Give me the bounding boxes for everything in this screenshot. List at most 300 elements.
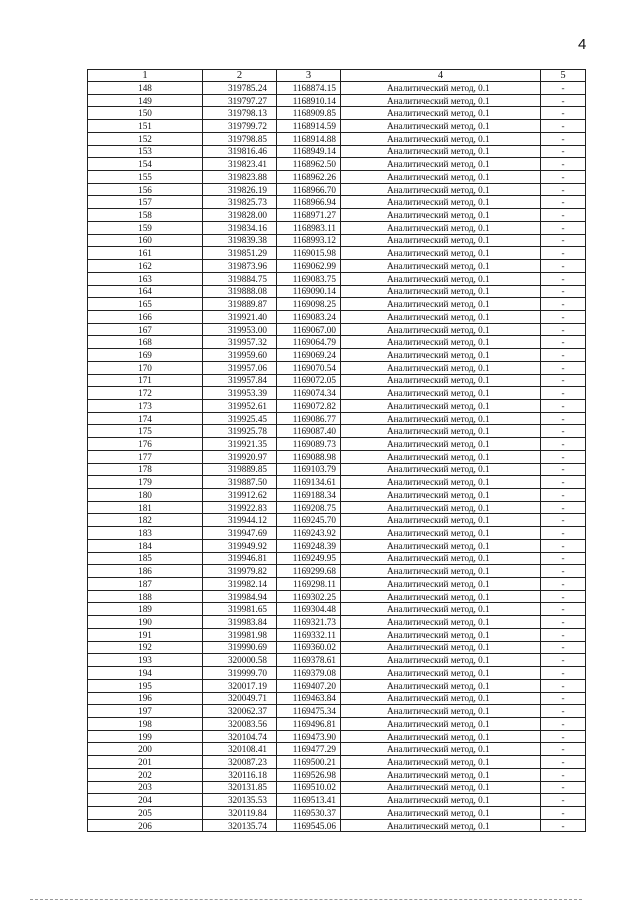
cell-x-coordinate: 320119.84: [203, 806, 277, 819]
table-row: [88, 196, 586, 209]
cell-x-coordinate: 319983.84: [203, 616, 277, 629]
cell-point-number: 156: [88, 183, 203, 196]
cell-point-number: 175: [88, 425, 203, 438]
cell-x-coordinate: 320108.41: [203, 743, 277, 756]
cell-y-coordinate: 1168914.88: [277, 132, 341, 145]
cell-description: -: [541, 107, 586, 120]
cell-x-coordinate: 319839.38: [203, 234, 277, 247]
cell-point-number: 158: [88, 209, 203, 222]
cell-x-coordinate: 319828.00: [203, 209, 277, 222]
table-row: [88, 463, 586, 476]
cell-description: -: [541, 272, 586, 285]
cell-description: -: [541, 539, 586, 552]
table-row: [88, 781, 586, 794]
table-row: [88, 107, 586, 120]
cell-x-coordinate: 319889.87: [203, 298, 277, 311]
cell-description: -: [541, 425, 586, 438]
cell-point-number: 190: [88, 616, 203, 629]
cell-x-coordinate: 320135.74: [203, 819, 277, 832]
cell-x-coordinate: 319785.24: [203, 82, 277, 95]
cell-method: Аналитический метод, 0.1: [341, 132, 541, 145]
cell-y-coordinate: 1169074.34: [277, 387, 341, 400]
cell-y-coordinate: 1168914.59: [277, 120, 341, 133]
cell-method: Аналитический метод, 0.1: [341, 756, 541, 769]
cell-point-number: 153: [88, 145, 203, 158]
cell-method: Аналитический метод, 0.1: [341, 285, 541, 298]
cell-method: Аналитический метод, 0.1: [341, 82, 541, 95]
cell-method: Аналитический метод, 0.1: [341, 730, 541, 743]
cell-description: -: [541, 717, 586, 730]
cell-description: -: [541, 183, 586, 196]
cell-method: Аналитический метод, 0.1: [341, 221, 541, 234]
cell-description: -: [541, 501, 586, 514]
cell-point-number: 150: [88, 107, 203, 120]
cell-x-coordinate: 319946.81: [203, 552, 277, 565]
cell-description: -: [541, 374, 586, 387]
cell-method: Аналитический метод, 0.1: [341, 374, 541, 387]
cell-point-number: 171: [88, 374, 203, 387]
cell-point-number: 205: [88, 806, 203, 819]
cell-method: Аналитический метод, 0.1: [341, 349, 541, 362]
table-row: [88, 476, 586, 489]
table-row: [88, 679, 586, 692]
table-row: [88, 667, 586, 680]
cell-method: Аналитический метод, 0.1: [341, 463, 541, 476]
cell-x-coordinate: 319925.78: [203, 425, 277, 438]
cell-point-number: 148: [88, 82, 203, 95]
cell-description: -: [541, 565, 586, 578]
table-row: [88, 756, 586, 769]
cell-y-coordinate: 1169302.25: [277, 590, 341, 603]
cell-description: -: [541, 349, 586, 362]
cell-point-number: 176: [88, 438, 203, 451]
table-row: [88, 768, 586, 781]
cell-y-coordinate: 1169208.75: [277, 501, 341, 514]
cell-point-number: 185: [88, 552, 203, 565]
cell-method: Аналитический метод, 0.1: [341, 743, 541, 756]
cell-x-coordinate: 319944.12: [203, 514, 277, 527]
cell-point-number: 199: [88, 730, 203, 743]
cell-y-coordinate: 1169463.84: [277, 692, 341, 705]
cell-y-coordinate: 1169407.20: [277, 679, 341, 692]
cell-point-number: 167: [88, 323, 203, 336]
cell-method: Аналитический метод, 0.1: [341, 399, 541, 412]
cell-point-number: 149: [88, 94, 203, 107]
cell-point-number: 194: [88, 667, 203, 680]
cell-x-coordinate: 319798.13: [203, 107, 277, 120]
cell-y-coordinate: 1169083.24: [277, 310, 341, 323]
cell-method: Аналитический метод, 0.1: [341, 310, 541, 323]
cell-description: -: [541, 794, 586, 807]
cell-description: -: [541, 730, 586, 743]
cell-method: Аналитический метод, 0.1: [341, 209, 541, 222]
cell-method: Аналитический метод, 0.1: [341, 260, 541, 273]
cell-description: -: [541, 692, 586, 705]
cell-description: -: [541, 361, 586, 374]
cell-method: Аналитический метод, 0.1: [341, 527, 541, 540]
cell-x-coordinate: 319990.69: [203, 641, 277, 654]
cell-description: -: [541, 552, 586, 565]
cell-description: -: [541, 667, 586, 680]
cell-y-coordinate: 1169475.34: [277, 705, 341, 718]
cell-method: Аналитический метод, 0.1: [341, 603, 541, 616]
cell-method: Аналитический метод, 0.1: [341, 616, 541, 629]
cell-description: -: [541, 679, 586, 692]
table-row: [88, 489, 586, 502]
cell-description: -: [541, 514, 586, 527]
table-row: [88, 603, 586, 616]
table-row: [88, 743, 586, 756]
cell-method: Аналитический метод, 0.1: [341, 476, 541, 489]
cell-y-coordinate: 1168983.11: [277, 221, 341, 234]
cell-y-coordinate: 1169090.14: [277, 285, 341, 298]
cell-point-number: 195: [88, 679, 203, 692]
table-row: [88, 539, 586, 552]
table-row: [88, 298, 586, 311]
cell-y-coordinate: 1169069.24: [277, 349, 341, 362]
cell-point-number: 157: [88, 196, 203, 209]
cell-y-coordinate: 1169473.90: [277, 730, 341, 743]
cell-point-number: 184: [88, 539, 203, 552]
table-row: [88, 552, 586, 565]
cell-description: -: [541, 94, 586, 107]
cell-method: Аналитический метод, 0.1: [341, 565, 541, 578]
cell-description: -: [541, 336, 586, 349]
page-number: 4: [578, 36, 587, 53]
cell-y-coordinate: 1169248.39: [277, 539, 341, 552]
cell-point-number: 177: [88, 450, 203, 463]
cell-description: -: [541, 768, 586, 781]
cell-method: Аналитический метод, 0.1: [341, 667, 541, 680]
cell-x-coordinate: 319999.70: [203, 667, 277, 680]
cell-method: Аналитический метод, 0.1: [341, 336, 541, 349]
cell-point-number: 191: [88, 628, 203, 641]
cell-y-coordinate: 1169321.73: [277, 616, 341, 629]
cell-x-coordinate: 319920.97: [203, 450, 277, 463]
cell-description: -: [541, 132, 586, 145]
cell-method: Аналитический метод, 0.1: [341, 387, 541, 400]
cell-method: Аналитический метод, 0.1: [341, 107, 541, 120]
table-row: [88, 209, 586, 222]
cell-description: -: [541, 247, 586, 260]
column-header-method: 4: [341, 70, 541, 82]
cell-y-coordinate: 1169299.68: [277, 565, 341, 578]
cell-method: Аналитический метод, 0.1: [341, 717, 541, 730]
cell-description: -: [541, 527, 586, 540]
cell-point-number: 159: [88, 221, 203, 234]
cell-method: Аналитический метод, 0.1: [341, 298, 541, 311]
column-header-description: 5: [541, 70, 586, 82]
cell-x-coordinate: 319912.62: [203, 489, 277, 502]
cell-point-number: 179: [88, 476, 203, 489]
cell-description: -: [541, 654, 586, 667]
cell-method: Аналитический метод, 0.1: [341, 578, 541, 591]
cell-x-coordinate: 319823.88: [203, 171, 277, 184]
table-row: [88, 247, 586, 260]
cell-x-coordinate: 319823.41: [203, 158, 277, 171]
cell-y-coordinate: 1168874.15: [277, 82, 341, 95]
cell-method: Аналитический метод, 0.1: [341, 196, 541, 209]
cell-description: -: [541, 412, 586, 425]
cell-y-coordinate: 1169500.21: [277, 756, 341, 769]
table-row: [88, 234, 586, 247]
cell-x-coordinate: 319921.35: [203, 438, 277, 451]
cell-x-coordinate: 319921.40: [203, 310, 277, 323]
cell-x-coordinate: 319884.75: [203, 272, 277, 285]
cell-y-coordinate: 1169089.73: [277, 438, 341, 451]
cell-description: -: [541, 260, 586, 273]
cell-description: -: [541, 756, 586, 769]
cell-description: -: [541, 438, 586, 451]
cell-description: -: [541, 399, 586, 412]
cell-x-coordinate: 320135.53: [203, 794, 277, 807]
table-row: [88, 272, 586, 285]
cell-point-number: 170: [88, 361, 203, 374]
cell-y-coordinate: 1169064.79: [277, 336, 341, 349]
cell-x-coordinate: 320062.37: [203, 705, 277, 718]
cell-y-coordinate: 1169496.81: [277, 717, 341, 730]
table-row: [88, 361, 586, 374]
cell-x-coordinate: 319873.96: [203, 260, 277, 273]
table-row: [88, 578, 586, 591]
cell-y-coordinate: 1169083.75: [277, 272, 341, 285]
column-header-point-number: 1: [88, 70, 203, 82]
cell-y-coordinate: 1168993.12: [277, 234, 341, 247]
cell-method: Аналитический метод, 0.1: [341, 806, 541, 819]
cell-y-coordinate: 1169249.95: [277, 552, 341, 565]
cell-method: Аналитический метод, 0.1: [341, 438, 541, 451]
table-row: [88, 730, 586, 743]
cell-point-number: 202: [88, 768, 203, 781]
cell-x-coordinate: 319826.19: [203, 183, 277, 196]
cell-x-coordinate: 319981.65: [203, 603, 277, 616]
cell-point-number: 151: [88, 120, 203, 133]
cell-y-coordinate: 1169103.79: [277, 463, 341, 476]
cell-x-coordinate: 319959.60: [203, 349, 277, 362]
cell-y-coordinate: 1169360.02: [277, 641, 341, 654]
cell-description: -: [541, 578, 586, 591]
table-row: [88, 399, 586, 412]
table-row: [88, 717, 586, 730]
cell-description: -: [541, 590, 586, 603]
table-row: [88, 425, 586, 438]
table-row: [88, 171, 586, 184]
cell-point-number: 174: [88, 412, 203, 425]
cell-point-number: 196: [88, 692, 203, 705]
cell-y-coordinate: 1169245.70: [277, 514, 341, 527]
cell-method: Аналитический метод, 0.1: [341, 514, 541, 527]
cell-method: Аналитический метод, 0.1: [341, 234, 541, 247]
table-row: [88, 806, 586, 819]
cell-x-coordinate: 319834.16: [203, 221, 277, 234]
table-row: [88, 565, 586, 578]
cell-description: -: [541, 120, 586, 133]
cell-point-number: 187: [88, 578, 203, 591]
table-row: [88, 794, 586, 807]
cell-point-number: 181: [88, 501, 203, 514]
cell-description: -: [541, 221, 586, 234]
cell-description: -: [541, 323, 586, 336]
table-row: [88, 514, 586, 527]
cell-description: -: [541, 171, 586, 184]
cell-point-number: 160: [88, 234, 203, 247]
column-header-x: 2: [203, 70, 277, 82]
cell-description: -: [541, 285, 586, 298]
cell-description: -: [541, 310, 586, 323]
cell-y-coordinate: 1169088.98: [277, 450, 341, 463]
cell-point-number: 169: [88, 349, 203, 362]
cell-x-coordinate: 319925.45: [203, 412, 277, 425]
cell-description: -: [541, 298, 586, 311]
cell-x-coordinate: 319797.27: [203, 94, 277, 107]
table-row: [88, 82, 586, 95]
table-row: [88, 412, 586, 425]
cell-description: -: [541, 158, 586, 171]
cell-y-coordinate: 1169513.41: [277, 794, 341, 807]
cell-description: -: [541, 476, 586, 489]
cell-y-coordinate: 1169510.02: [277, 781, 341, 794]
cell-x-coordinate: 319981.98: [203, 628, 277, 641]
table-row: [88, 387, 586, 400]
cell-y-coordinate: 1169332.11: [277, 628, 341, 641]
cell-method: Аналитический метод, 0.1: [341, 539, 541, 552]
cell-y-coordinate: 1168910.14: [277, 94, 341, 107]
cell-method: Аналитический метод, 0.1: [341, 552, 541, 565]
cell-x-coordinate: 320104.74: [203, 730, 277, 743]
table-row: [88, 183, 586, 196]
cell-x-coordinate: 319952.61: [203, 399, 277, 412]
cell-method: Аналитический метод, 0.1: [341, 705, 541, 718]
cell-description: -: [541, 819, 586, 832]
cell-point-number: 186: [88, 565, 203, 578]
cell-point-number: 204: [88, 794, 203, 807]
cell-point-number: 164: [88, 285, 203, 298]
cell-point-number: 165: [88, 298, 203, 311]
table-row: [88, 336, 586, 349]
cell-point-number: 183: [88, 527, 203, 540]
table-row: [88, 374, 586, 387]
cell-point-number: 206: [88, 819, 203, 832]
table-header-row: [88, 70, 586, 82]
cell-point-number: 154: [88, 158, 203, 171]
cell-description: -: [541, 781, 586, 794]
table-row: [88, 705, 586, 718]
cell-method: Аналитический метод, 0.1: [341, 679, 541, 692]
cell-x-coordinate: 320087.23: [203, 756, 277, 769]
cell-y-coordinate: 1169015.98: [277, 247, 341, 260]
cell-y-coordinate: 1168962.50: [277, 158, 341, 171]
cell-x-coordinate: 319888.08: [203, 285, 277, 298]
cell-description: -: [541, 603, 586, 616]
cell-y-coordinate: 1169298.11: [277, 578, 341, 591]
table-row: [88, 616, 586, 629]
cell-x-coordinate: 319889.85: [203, 463, 277, 476]
cell-point-number: 189: [88, 603, 203, 616]
cell-x-coordinate: 319947.69: [203, 527, 277, 540]
cell-y-coordinate: 1169304.48: [277, 603, 341, 616]
cell-description: -: [541, 705, 586, 718]
cell-y-coordinate: 1168971.27: [277, 209, 341, 222]
footer-divider: [30, 899, 582, 901]
cell-x-coordinate: 320116.18: [203, 768, 277, 781]
table-row: [88, 323, 586, 336]
cell-x-coordinate: 319798.85: [203, 132, 277, 145]
cell-description: -: [541, 234, 586, 247]
cell-x-coordinate: 319949.92: [203, 539, 277, 552]
cell-point-number: 203: [88, 781, 203, 794]
table-row: [88, 260, 586, 273]
cell-y-coordinate: 1169378.61: [277, 654, 341, 667]
cell-method: Аналитический метод, 0.1: [341, 768, 541, 781]
cell-point-number: 188: [88, 590, 203, 603]
cell-y-coordinate: 1169087.40: [277, 425, 341, 438]
cell-method: Аналитический метод, 0.1: [341, 361, 541, 374]
cell-method: Аналитический метод, 0.1: [341, 94, 541, 107]
cell-x-coordinate: 319957.06: [203, 361, 277, 374]
cell-description: -: [541, 616, 586, 629]
cell-y-coordinate: 1168962.26: [277, 171, 341, 184]
cell-method: Аналитический метод, 0.1: [341, 641, 541, 654]
cell-method: Аналитический метод, 0.1: [341, 171, 541, 184]
cell-point-number: 163: [88, 272, 203, 285]
cell-method: Аналитический метод, 0.1: [341, 590, 541, 603]
cell-point-number: 178: [88, 463, 203, 476]
cell-method: Аналитический метод, 0.1: [341, 158, 541, 171]
cell-method: Аналитический метод, 0.1: [341, 501, 541, 514]
cell-point-number: 152: [88, 132, 203, 145]
cell-method: Аналитический метод, 0.1: [341, 272, 541, 285]
cell-description: -: [541, 743, 586, 756]
table-row: [88, 819, 586, 832]
table-row: [88, 120, 586, 133]
cell-description: -: [541, 628, 586, 641]
cell-y-coordinate: 1169134.61: [277, 476, 341, 489]
cell-description: -: [541, 641, 586, 654]
cell-point-number: 192: [88, 641, 203, 654]
cell-method: Аналитический метод, 0.1: [341, 489, 541, 502]
cell-method: Аналитический метод, 0.1: [341, 412, 541, 425]
cell-x-coordinate: 319851.29: [203, 247, 277, 260]
cell-method: Аналитический метод, 0.1: [341, 183, 541, 196]
cell-method: Аналитический метод, 0.1: [341, 692, 541, 705]
cell-y-coordinate: 1169072.05: [277, 374, 341, 387]
cell-description: -: [541, 82, 586, 95]
cell-point-number: 162: [88, 260, 203, 273]
cell-y-coordinate: 1169243.92: [277, 527, 341, 540]
coordinates-table: [87, 69, 586, 832]
cell-method: Аналитический метод, 0.1: [341, 819, 541, 832]
cell-description: -: [541, 450, 586, 463]
cell-y-coordinate: 1169098.25: [277, 298, 341, 311]
table-row: [88, 501, 586, 514]
cell-description: -: [541, 806, 586, 819]
cell-description: -: [541, 209, 586, 222]
table-row: [88, 590, 586, 603]
cell-point-number: 173: [88, 399, 203, 412]
table-row: [88, 628, 586, 641]
cell-y-coordinate: 1169072.82: [277, 399, 341, 412]
cell-y-coordinate: 1168966.94: [277, 196, 341, 209]
cell-method: Аналитический метод, 0.1: [341, 628, 541, 641]
cell-x-coordinate: 319984.94: [203, 590, 277, 603]
cell-x-coordinate: 320131.85: [203, 781, 277, 794]
cell-x-coordinate: 319957.32: [203, 336, 277, 349]
cell-y-coordinate: 1169070.54: [277, 361, 341, 374]
cell-description: -: [541, 387, 586, 400]
cell-x-coordinate: 319957.84: [203, 374, 277, 387]
cell-description: -: [541, 196, 586, 209]
cell-point-number: 166: [88, 310, 203, 323]
